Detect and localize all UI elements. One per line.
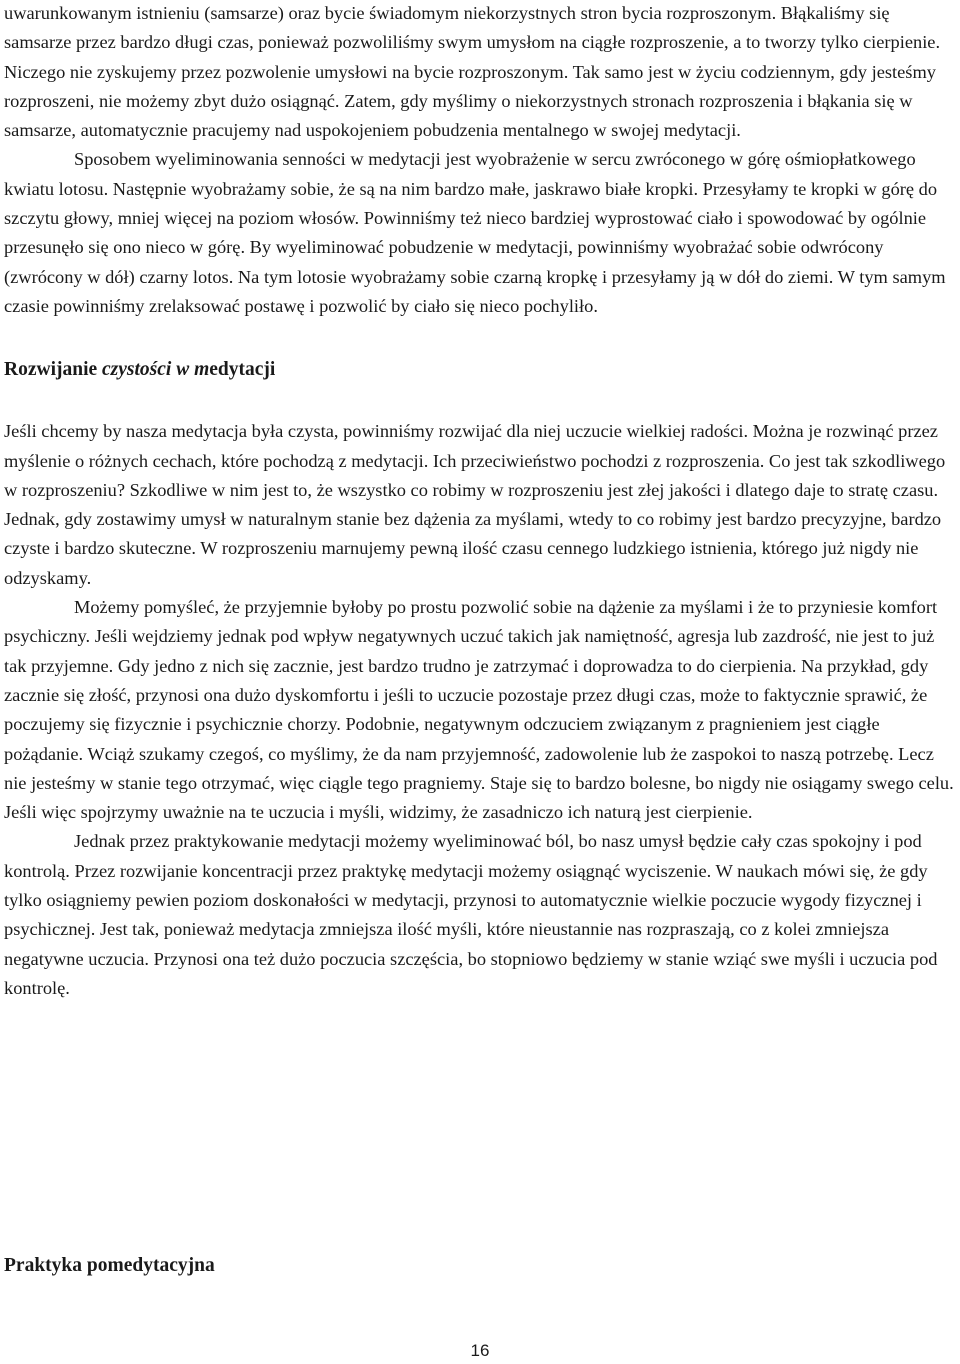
body-paragraph: Jednak przez praktykowanie medytacji możemy wyeliminować ból, bo nasz umysł będzie cały czas spokojny i pod kontrolą. Przez rozwijanie koncentracji przez praktykę medytacji możemy osiągnąć wyciszenie. W naukach mówi się, że gdy tylko osiągniemy pewien poziom doskonałości w medytacji, przynosi to automatycznie wielkie poczucie wygody fizycznej i psychicznej. Jest tak, ponieważ medytacja zmniejsza ilość myśli, które nieustannie nas rozpraszają, co z kolei zmniejsza negatywne uczucia. Przynosi ona też dużo poczucia szczęścia, bo stopniowo będziemy w stanie wziąć swe myśli i uczucia pod kontrolę. <box>4 831 938 998</box>
page-number: 16 <box>470 1341 490 1360</box>
heading-text: Rozwijanie <box>4 359 103 381</box>
body-paragraph: Jeśli chcemy by nasza medytacja była czysta, powinniśmy rozwijać dla niej uczucie wielkiej radości. Można je rozwinąć przez myślenie o różnych cechach, które pochodzą z medytacji. Ich przeciwieństwo pochodzi z rozproszenia. Co jest tak szkodliwego w rozproszeniu? Szkodliwe w nim jest to, że wszystko co robimy w rozproszeniu jest złej jakości i dlatego daje to stratę czasu. Jednak, gdy zostawimy umysł w naturalnym stanie bez dążenia za myślami, wtedy to co robimy jest bardzo precyzyjne, bardzo czyste i bardzo skuteczne. W rozproszeniu marnujemy pewną ilość czasu cennego ludzkiego istnienia, którego już nigdy nie odzyskamy. <box>4 421 946 588</box>
heading-text-italic: czystości w m <box>102 359 210 381</box>
section-heading <box>4 356 956 384</box>
body-paragraph: Możemy pomyśleć, że przyjemnie byłoby po prostu pozwolić sobie na dążenie za myślami i że to przyniesie komfort psychiczny. Jeśli wejdziemy jednak pod wpływ negatywnych uczuć takich jak namiętność, agresja lub zazdrość, nie jest to już tak przyjemne. Gdy jedno z nich się zacznie, jest bardzo trudno je zatrzymać i doprowadza to do cierpienia. Na przykład, gdy zacznie się złość, przynosi ona dużo dyskomfortu i jeśli to uczucie pozostaje przez długi czas, może to faktycznie sprawić, że poczujemy się fizycznie i psychicznie chorzy. Podobnie, negatywnym odczuciem związanym z pragnieniem jest ciągłe pożądanie. Wciąż szukamy czegoś, co myślimy, że da nam przyjemność, zadowolenie lub że zaspokoi to naszą potrzebę. Lecz nie jesteśmy w stanie tego otrzymać, więc ciągle tego pragniemy. Staje się to bardzo bolesne, bo nigdy nie osiągamy swego celu. Jeśli więc spojrzymy uważnie na te uczucia i myśli, widzimy, że zasadniczo ich naturą jest cierpienie. <box>4 597 954 823</box>
heading-text: edytacji <box>209 359 276 381</box>
document-page <box>4 0 956 1276</box>
body-paragraph: uwarunkowanym istnieniu (samsarze) oraz bycie świadomym niekorzystnych stron bycia rozproszonym. Błąkaliśmy się samsarze przez bardzo długi czas, ponieważ pozwoliliśmy swym umysłom na ciągłe rozproszenie, a to tworzy tylko cierpienie. Niczego nie zyskujemy przez pozwolenie umysłowi na bycie rozproszonym. Tak samo jest w życiu codziennym, gdy jesteśmy rozproszeni, nie możemy zbyt dużo osiągnąć. Zatem, gdy myślimy o niekorzystnych stronach rozproszenia i błąkania się w samsarze, automatycznie pracujemy nad uspokojeniem pobudzenia mentalnego w swojej medytacji. <box>4 3 941 141</box>
section-heading: Praktyka pomedytacyjna <box>4 1255 215 1276</box>
body-paragraph: Sposobem wyeliminowania senności w medytacji jest wyobrażenie w sercu zwróconego w górę ośmiopłatkowego kwiatu lotosu. Następnie wyobrażamy sobie, że są na nim bardzo małe, jaskrawo białe kropki. Przesyłamy te kropki w górę do szczytu głowy, mniej więcej na poziom włosów. Powinniśmy też nieco bardziej wyprostować ciało i spowodować by ogólnie przesunęło się ono nieco w górę. By wyeliminować pobudzenie w medytacji, powinniśmy wyobrażać sobie odwrócony (zwrócony w dół) czarny lotos. Na tym lotosie wyobrażamy sobie czarną kropkę i przesyłamy ją w dół do ziemi. W tym samym czasie powinniśmy zrelaksować postawę i pozwolić by ciało się nieco pochyliło. <box>4 149 946 316</box>
